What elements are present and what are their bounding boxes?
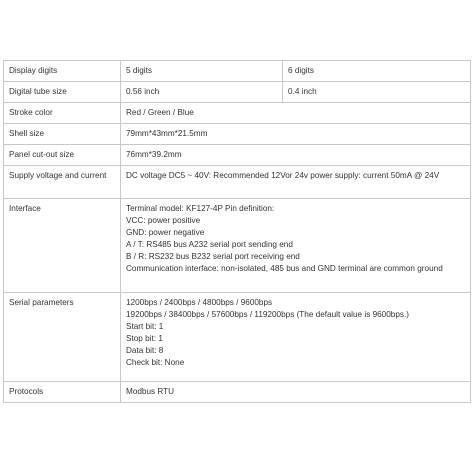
row-value: Red / Green / Blue bbox=[121, 103, 471, 124]
table-row-supply-voltage bbox=[4, 166, 471, 199]
serial-line: 1200bps / 2400bps / 4800bps / 9600bps bbox=[126, 298, 273, 307]
row-label: Stroke color bbox=[4, 103, 121, 124]
interface-line: VCC: power positive bbox=[126, 216, 201, 225]
serial-line: 19200bps / 38400bps / 57600bps / 119200bps (The default value is 9600bps.) bbox=[126, 310, 409, 319]
row-label: Display digits bbox=[4, 61, 121, 82]
interface-details bbox=[121, 199, 471, 293]
row-value: DC voltage DC5 ~ 40V: Recommended 12Vor 24v power supply: current 50mA @ 24V bbox=[121, 166, 471, 199]
serial-line: Data bit: 8 bbox=[126, 346, 164, 355]
row-value: Modbus RTU bbox=[121, 382, 471, 403]
row-label: Panel cut-out size bbox=[4, 145, 121, 166]
row-label: Digital tube size bbox=[4, 82, 121, 103]
row-label: Shell size bbox=[4, 124, 121, 145]
table-row-digital-tube-size bbox=[4, 82, 471, 103]
table-row-shell-size bbox=[4, 124, 471, 145]
row-label: Serial parameters bbox=[4, 293, 121, 382]
interface-line: B / R: RS232 bus B232 serial port receiving end bbox=[126, 252, 300, 261]
table-row-interface bbox=[4, 199, 471, 293]
serial-line: Start bit: 1 bbox=[126, 322, 164, 331]
row-value: 0.56 inch bbox=[121, 82, 283, 103]
serial-line: Check bit: None bbox=[126, 358, 185, 367]
serial-details bbox=[121, 293, 471, 382]
row-label: Protocols bbox=[4, 382, 121, 403]
interface-line: A / T: RS485 bus A232 serial port sending end bbox=[126, 240, 293, 249]
specification-table bbox=[3, 60, 471, 403]
row-value: 76mm*39.2mm bbox=[121, 145, 471, 166]
serial-line: Stop bit: 1 bbox=[126, 334, 163, 343]
interface-line: Communication interface: non-isolated, 485 bus and GND terminal are common ground bbox=[126, 264, 443, 273]
row-label: Interface bbox=[4, 199, 121, 293]
row-label: Supply voltage and current bbox=[4, 166, 121, 199]
table-row-serial-parameters bbox=[4, 293, 471, 382]
row-value: 0.4 inch bbox=[283, 82, 471, 103]
table-row-display-digits bbox=[4, 61, 471, 82]
row-value: 5 digits bbox=[121, 61, 283, 82]
interface-line: Terminal model: KF127-4P Pin definition: bbox=[126, 204, 275, 213]
interface-line: GND: power negative bbox=[126, 228, 205, 237]
table-row-protocols bbox=[4, 382, 471, 403]
table-row-stroke-color bbox=[4, 103, 471, 124]
row-value: 79mm*43mm*21.5mm bbox=[121, 124, 471, 145]
table-row-panel-cutout-size bbox=[4, 145, 471, 166]
row-value: 6 digits bbox=[283, 61, 471, 82]
